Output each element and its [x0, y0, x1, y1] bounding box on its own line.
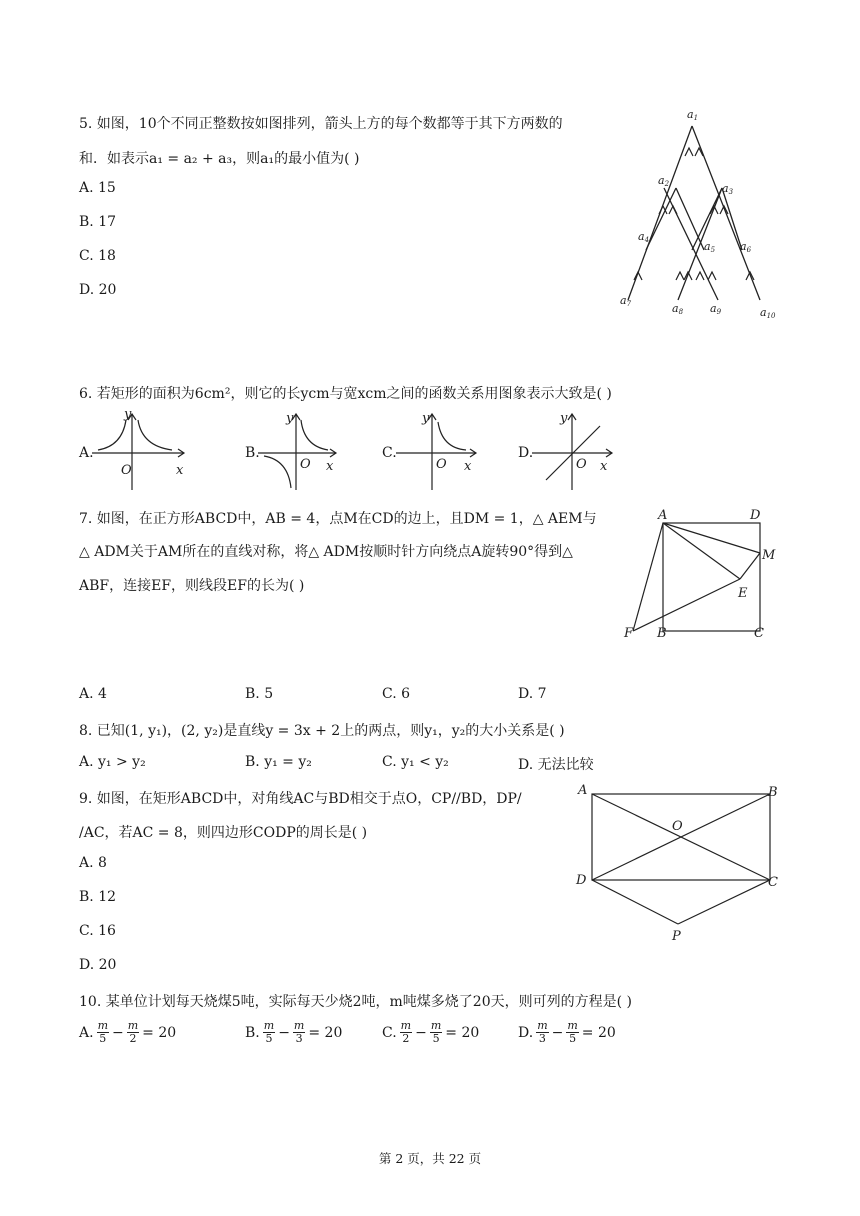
q7-label-f: F — [624, 626, 634, 641]
q5-label-a2: a2 — [658, 174, 670, 188]
q10-fraction-1: m 5 — [263, 1019, 275, 1045]
q10-option-rhs: = 20 — [308, 1024, 343, 1041]
q9-label-a: A — [578, 783, 588, 798]
q7-stem-line1: 7. 如图，在正方形ABCD中，AB = 4，点M在CD的边上，且DM = 1，△ AEM与 — [79, 511, 597, 527]
q10-fraction-2: $\frac{m}{2}$ — [127, 1019, 139, 1045]
q6-x-c: x — [464, 459, 472, 474]
q6-origin-a: O — [121, 463, 132, 478]
q6-origin-c: O — [436, 457, 447, 472]
q8-stem: 8. 已知(1, y₁)，(2, y₂)是直线y = 3x + 2上的两点，则y₁，y₂的大小关系是( ) — [79, 723, 565, 739]
q10-option-letter: B. — [245, 1024, 260, 1041]
q10-fraction-1: m 2 — [400, 1019, 412, 1045]
q6-option-d-label: D. — [518, 445, 534, 461]
q6-x-d: x — [600, 459, 608, 474]
q10-option-rhs: = 20 — [445, 1024, 480, 1041]
q7-option-b: B. 5 — [245, 686, 274, 702]
q5-option-a: A. 15 — [79, 180, 116, 196]
q7-label-m: M — [762, 548, 776, 563]
q7-label-b: B — [657, 626, 667, 641]
q5-option-b: B. 17 — [79, 214, 117, 230]
q9-rectangle-figure — [572, 780, 792, 945]
q5-line — [692, 126, 760, 300]
q9-option-c: C. 16 — [79, 923, 116, 939]
q5-label-a1: a1 — [687, 108, 699, 122]
q9-label-d: D — [576, 873, 587, 888]
q8-option-b: B. y₁ = y₂ — [245, 754, 312, 770]
q10-stem: 10. 某单位计划每天烧煤5吨，实际每天少烧2吨，m吨煤多烧了20天，则可列的方程是( ) — [79, 994, 632, 1010]
q9-label-p: P — [672, 929, 681, 944]
q9-option-d: D. 20 — [79, 957, 117, 973]
q7-label-e: E — [738, 586, 748, 601]
q10-option-letter: D. — [518, 1024, 534, 1041]
q10-option-letter: A. — [79, 1024, 94, 1041]
q6-graph-d — [532, 408, 632, 493]
q6-x-b: x — [326, 459, 334, 474]
q5-label-a3: a3 — [722, 182, 734, 196]
q10-fraction-1: m 3 — [537, 1019, 548, 1045]
q10-option-d: D. m 3 − $\frac{m}{5}$ = 20 — [518, 1019, 616, 1045]
q6-origin-d: O — [576, 457, 587, 472]
q5-option-c: C. 18 — [79, 248, 116, 264]
q7-square-figure — [620, 505, 790, 645]
q5-stem-line1: 5. 如图，10个不同正整数按如图排列，箭头上方的每个数都等于其下方两数的 — [79, 116, 563, 132]
q6-y-a: y — [124, 408, 132, 422]
q7-option-d: D. 7 — [518, 686, 547, 702]
q10-option-rhs: = 20 — [142, 1024, 177, 1041]
q6-option-b-label: B. — [245, 445, 260, 461]
q7-option-a: A. 4 — [79, 686, 107, 702]
q6-option-c-label: C. — [382, 445, 397, 461]
q10-fraction-2: $\frac{m}{5}$ — [430, 1019, 442, 1045]
q6-graph-b — [258, 408, 358, 493]
page-footer: 第 2 页，共 22 页 — [378, 1151, 482, 1166]
q5-label-a4: a4 — [638, 230, 650, 244]
q10-option-rhs: = 20 — [581, 1024, 616, 1041]
q10-option-b: B. m 5 − $\frac{m}{3}$ = 20 — [245, 1019, 343, 1045]
q6-origin-b: O — [300, 457, 311, 472]
q5-label-a9: a9 — [710, 302, 722, 316]
q6-y-b: y — [286, 411, 294, 426]
q9-label-b: B — [768, 785, 778, 800]
q6-stem: 6. 若矩形的面积为6cm²，则它的长ycm与宽xcm之间的函数关系用图象表示大致是( ) — [79, 386, 612, 402]
q7-stem-line3: ABF，连接EF，则线段EF的长为( ) — [79, 578, 305, 594]
q9-stem-line1: 9. 如图，在矩形ABCD中，对角线AC与BD相交于点O，CP//BD，DP/ — [79, 791, 522, 807]
q6-option-a-label: A. — [79, 445, 94, 461]
q6-graph-a — [92, 408, 192, 493]
q9-stem-line2: /AC，若AC = 8，则四边形CODP的周长是( ) — [79, 825, 368, 841]
q5-arrow-figure — [612, 104, 792, 324]
q7-option-c: C. 6 — [382, 686, 411, 702]
q5-label-a8: a8 — [672, 302, 684, 316]
q6-y-c: y — [422, 411, 430, 426]
q5-option-d: D. 20 — [79, 282, 117, 298]
q8-option-c: C. y₁ < y₂ — [382, 754, 449, 770]
q5-line — [678, 188, 722, 300]
q5-label-a10: a10 — [760, 306, 776, 320]
q10-option-letter: C. — [382, 1024, 397, 1041]
q10-fraction-2: $\frac{m}{5}$ — [567, 1019, 578, 1045]
q6-x-a: x — [176, 463, 184, 478]
q7-label-a: A — [658, 508, 668, 523]
q6-graph-c — [396, 408, 496, 493]
q7-stem-line2: △ ADM关于AM所在的直线对称，将△ ADM按顺时针方向绕点A旋转90°得到△ — [79, 544, 573, 560]
q5-label-a7: a7 — [620, 294, 632, 308]
q9-label-o: O — [672, 819, 683, 834]
q7-label-c: C — [754, 626, 764, 641]
q10-option-a: A. m 5 − $\frac{m}{2}$ = 20 — [79, 1019, 177, 1045]
q10-fraction-1: m 5 — [97, 1019, 108, 1045]
q9-label-c: C — [768, 875, 778, 890]
q10-fraction-2: $\frac{m}{3}$ — [293, 1019, 305, 1045]
q8-option-d: D. 无法比较 — [518, 757, 594, 773]
q10-option-c: C. m 2 − $\frac{m}{5}$ = 20 — [382, 1019, 480, 1045]
q8-option-a: A. y₁ > y₂ — [79, 754, 146, 770]
q6-y-d: y — [560, 411, 568, 426]
q7-label-d: D — [750, 508, 761, 523]
q9-option-a: A. 8 — [79, 855, 107, 871]
q5-label-a5: a5 — [704, 240, 716, 254]
q9-option-b: B. 12 — [79, 889, 117, 905]
q5-stem-line2: 和．如表示a₁ = a₂ + a₃，则a₁的最小值为( ) — [79, 151, 360, 167]
q5-label-a6: a6 — [740, 240, 752, 254]
